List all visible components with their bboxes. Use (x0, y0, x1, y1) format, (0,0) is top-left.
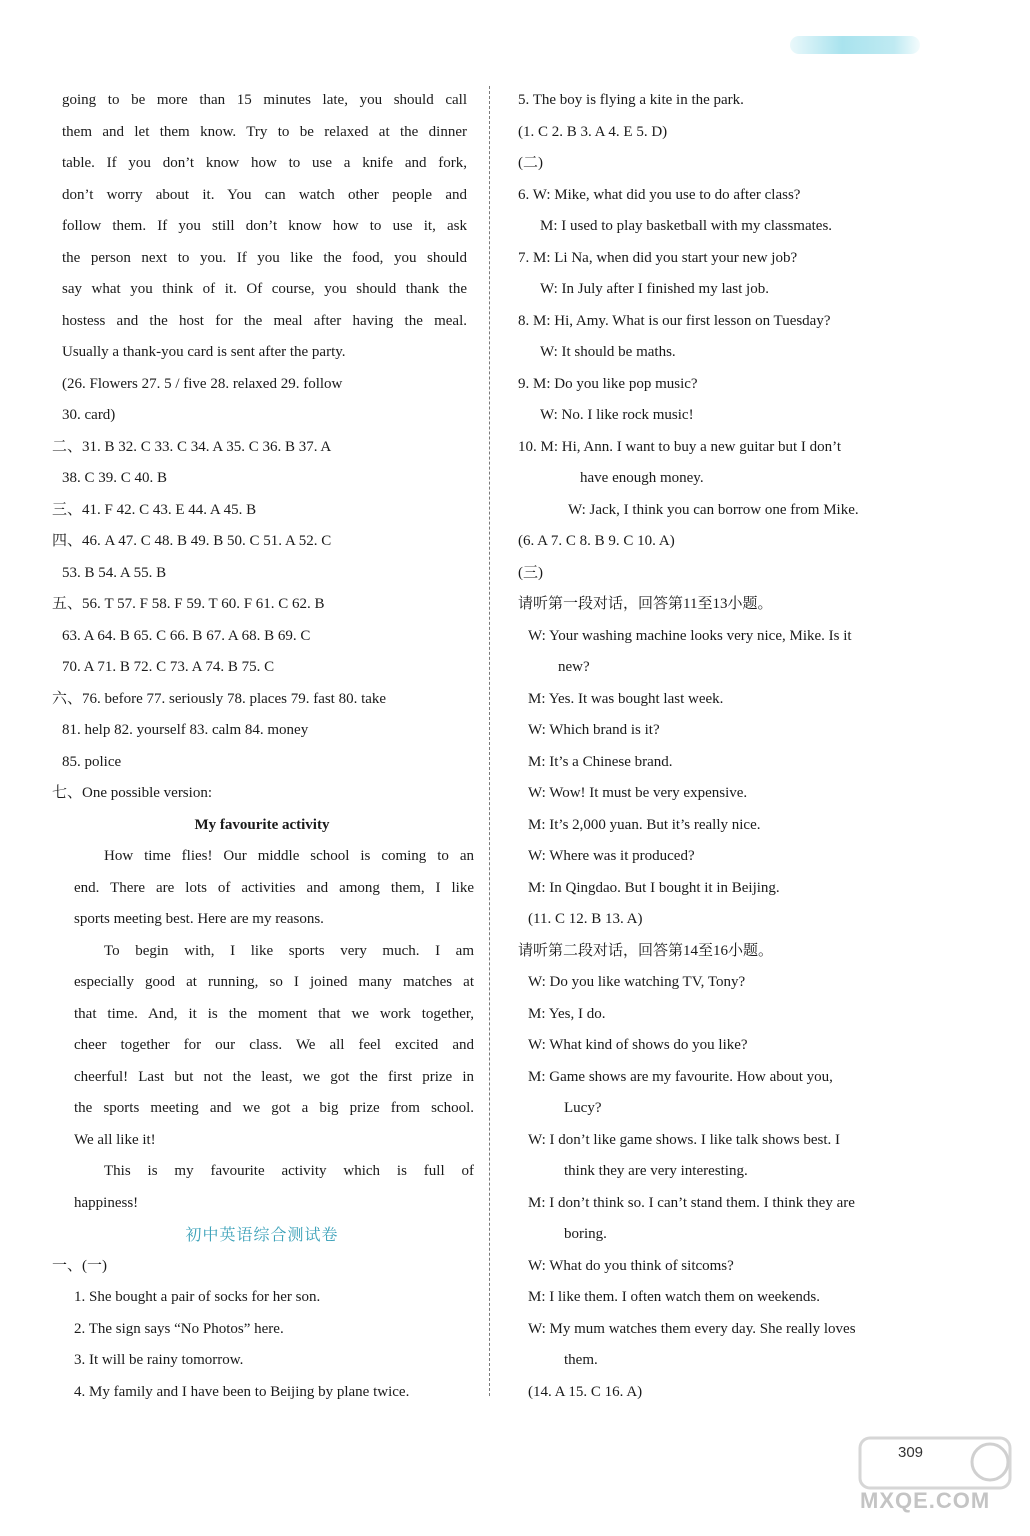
dialogue-line: 8. M: Hi, Amy. What is our first lesson on Tuesday? (518, 312, 831, 329)
dialogue-line: 10. M: Hi, Ann. I want to buy a new guitar but I don’t (518, 438, 842, 455)
answer-line: (26. Flowers 27. 5 / five 28. relaxed 29. follow (62, 375, 343, 392)
essay-line: the sports meeting and we got a big prize from school. (74, 1100, 474, 1116)
text-line: say what you think of it. Of course, you should thank the (62, 281, 467, 297)
section-line: 2. The sign says “No Photos” here. (74, 1320, 284, 1337)
dialogue-line: W: Your washing machine looks very nice, Mike. Is it (528, 627, 852, 644)
dialogue-line: M: In Qingdao. But I bought it in Beijing. (528, 879, 780, 896)
dialogue-line: W: Where was it produced? (528, 848, 695, 864)
instruction-line: 请听第一段对话，回答第11至13小题。 (518, 596, 773, 612)
essay-line: sports meeting best. Here are my reasons. (74, 911, 324, 927)
dialogue-line: 6. W: Mike, what did you use to do after class? (518, 186, 801, 203)
essay-line: This is my favourite activity which is full of (104, 1163, 474, 1179)
dialogue-line: W: It should be maths. (540, 344, 676, 360)
dialogue-line: W: I don’t like game shows. I like talk shows best. I (528, 1131, 841, 1148)
dialogue-line: W: In July after I finished my last job. (540, 281, 769, 297)
text-line: going to be more than 15 minutes late, you should call (62, 92, 467, 108)
instruction-line: 请听第二段对话，回答第14至16小题。 (518, 942, 774, 959)
answer-line: (1. C 2. B 3. A 4. E 5. D) (518, 123, 668, 140)
dialogue-line: W: What kind of shows do you like? (528, 1037, 748, 1053)
essay-line: How time flies! Our middle school is coming to an (104, 848, 474, 864)
dialogue-line: W: Which brand is it? (528, 722, 660, 738)
answer-line: 85. police (62, 753, 122, 770)
dialogue-line: M: I don’t think so. I can’t stand them. I think they are (528, 1194, 855, 1211)
answer-line: 38. C 39. C 40. B (62, 470, 168, 486)
answer-line: 53. B 54. A 55. B (62, 564, 167, 581)
dialogue-line: 9. M: Do you like pop music? (518, 375, 698, 392)
answer-line: 70. A 71. B 72. C 73. A 74. B 75. C (62, 659, 275, 675)
section-marker: (三) (518, 564, 543, 581)
essay-line: happiness! (74, 1194, 139, 1211)
answer-line: 三、41. F 42. C 43. E 44. A 45. B (52, 501, 257, 518)
column-divider (489, 86, 490, 1396)
dialogue-line: W: Wow! It must be very expensive. (528, 785, 748, 801)
page-number: 309 (898, 1444, 924, 1461)
dialogue-line: have enough money. (580, 470, 704, 486)
text-line: the person next to you. If you like the food, you should (62, 249, 467, 266)
dialogue-line: M: I used to play basketball with my classmates. (540, 218, 833, 234)
section-line: 一、(一) (52, 1257, 107, 1274)
answer-line: 七、One possible version: (52, 785, 212, 801)
essay-line: cheer together for our class. We all feel excited and (74, 1037, 474, 1053)
dialogue-line: boring. (564, 1226, 607, 1242)
essay-line: especially good at running, so I joined many matches at (74, 974, 474, 990)
dialogue-line: Lucy? (564, 1100, 602, 1116)
left-column (52, 85, 472, 1408)
text-line: hostess and the host for the meal after having the meal. (62, 312, 467, 329)
essay-line: We all like it! (74, 1131, 156, 1148)
dialogue-line: W: My mum watches them every day. She really loves (528, 1320, 856, 1337)
text-line: follow them. If you still don’t know how to use it, ask (62, 218, 467, 234)
dialogue-line: M: Yes, I do. (528, 1005, 606, 1022)
dialogue-line: W: No. I like rock music! (540, 407, 694, 423)
watermark-text: MXQE.COM (860, 1488, 991, 1513)
essay-title: My favourite activity (194, 816, 330, 833)
text-line: don’t worry about it. You can watch other people and (62, 186, 467, 203)
answer-line: 二、31. B 32. C 33. C 34. A 35. C 36. B 37. A (52, 438, 332, 455)
answer-line: 63. A 64. B 65. C 66. B 67. A 68. B 69. C (62, 627, 311, 644)
essay-line: that time. And, it is the moment that we work together, (74, 1005, 474, 1022)
dialogue-line: M: It’s 2,000 yuan. But it’s really nice. (528, 816, 761, 833)
answer-line: 六、76. before 77. seriously 78. places 79. fast 80. take (52, 690, 387, 707)
text-line: table. If you don’t know how to use a knife and fork, (62, 155, 467, 171)
text-line: 5. The boy is flying a kite in the park. (518, 92, 744, 108)
dialogue-line: them. (564, 1352, 598, 1368)
dialogue-line: think they are very interesting. (564, 1163, 748, 1179)
text-line: them and let them know. Try to be relaxed at the dinner (62, 123, 467, 140)
answer-line: 30. card) (62, 407, 116, 423)
dialogue-line: M: Game shows are my favourite. How about you, (528, 1068, 833, 1085)
answer-line: (11. C 12. B 13. A) (528, 911, 643, 927)
dialogue-line: M: It’s a Chinese brand. (528, 753, 673, 770)
right-column (518, 85, 958, 1408)
dialogue-line: 7. M: Li Na, when did you start your new job? (518, 249, 798, 266)
essay-line: To begin with, I like sports very much. I am (104, 942, 474, 959)
dialogue-line: M: I like them. I often watch them on weekends. (528, 1289, 821, 1305)
answer-line: (6. A 7. C 8. B 9. C 10. A) (518, 533, 675, 549)
text-line: Usually a thank-you card is sent after the party. (62, 344, 346, 360)
header-decoration-strip (790, 36, 920, 54)
essay-line: cheerful! Last but not the least, we got the first prize in (74, 1068, 474, 1085)
dialogue-line: W: Jack, I think you can borrow one from Mike. (568, 501, 859, 518)
section-line: 3. It will be rainy tomorrow. (74, 1352, 244, 1368)
section-title: 初中英语综合测试卷 (185, 1225, 339, 1244)
answer-line: 四、46. A 47. C 48. B 49. B 50. C 51. A 52. C (52, 533, 332, 549)
section-marker: (二) (518, 155, 543, 171)
dialogue-line: W: What do you think of sitcoms? (528, 1257, 734, 1274)
dialogue-line: M: Yes. It was bought last week. (528, 690, 724, 707)
watermark-logo (850, 1430, 1020, 1530)
answer-line: 五、56. T 57. F 58. F 59. T 60. F 61. C 62. B (52, 596, 325, 612)
section-line: 1. She bought a pair of socks for her son. (74, 1289, 321, 1305)
answer-line: (14. A 15. C 16. A) (528, 1383, 643, 1400)
section-line: 4. My family and I have been to Beijing by plane twice. (74, 1383, 410, 1400)
answer-line: 81. help 82. yourself 83. calm 84. money (62, 722, 309, 738)
essay-line: end. There are lots of activities and among them, I like (74, 879, 474, 896)
dialogue-line: W: Do you like watching TV, Tony? (528, 974, 746, 990)
dialogue-line: new? (558, 659, 590, 675)
